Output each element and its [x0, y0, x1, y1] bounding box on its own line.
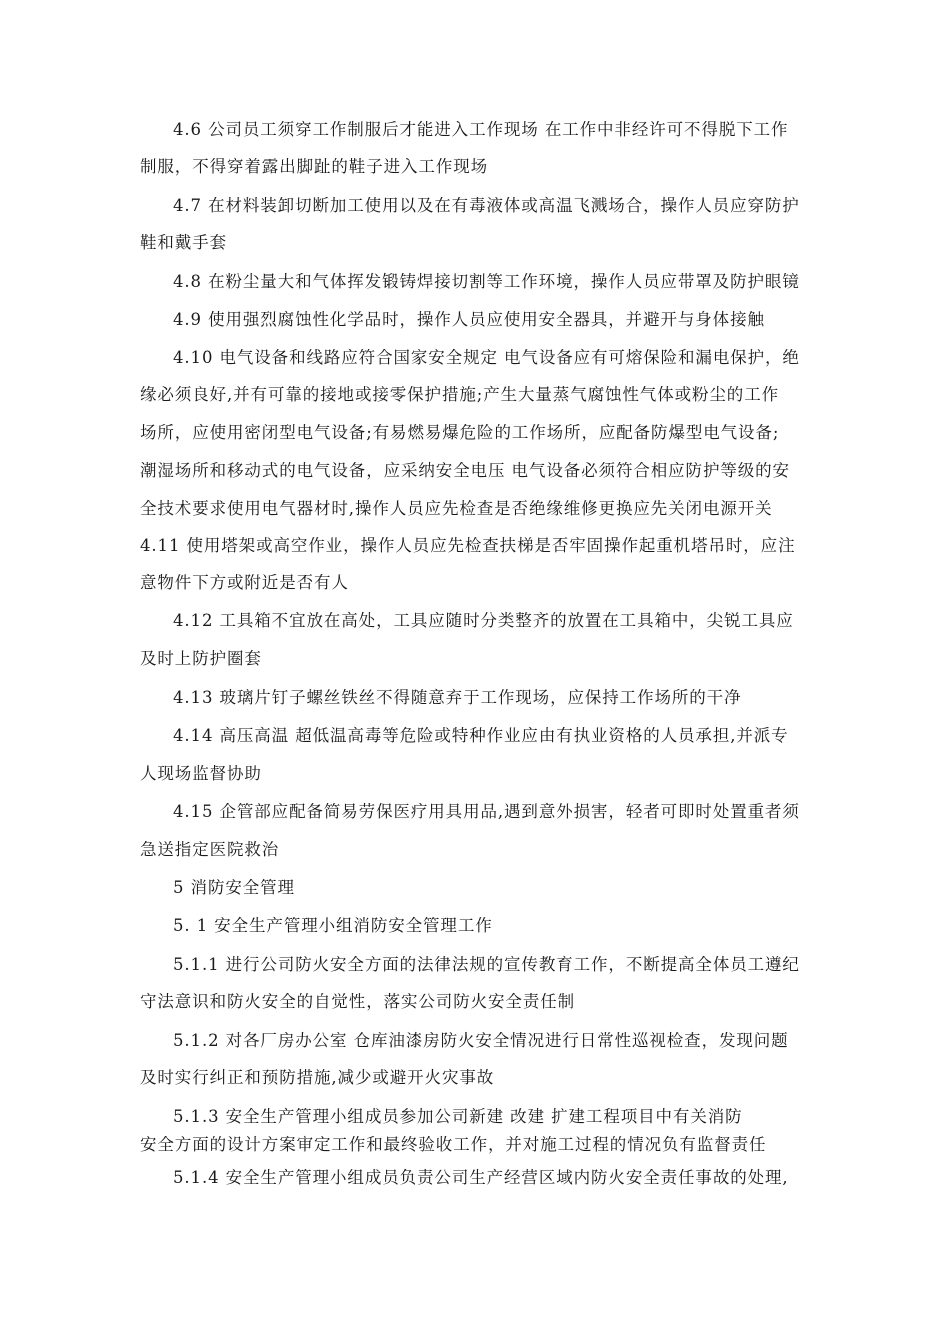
- text-line: 鞋和戴手套: [140, 233, 227, 252]
- text-line: 4.14 高压高温 超低温高毒等危险或特种作业应由有执业资格的人员承担,并派专: [173, 726, 789, 745]
- text-line: 及时实行纠正和预防措施,减少或避开火灾事故: [140, 1068, 495, 1087]
- text-line: 缘必须良好,并有可靠的接地或接零保护措施;产生大量蒸气腐蚀性气体或粉尘的工作: [140, 385, 780, 404]
- subsection-heading: 5. 1 安全生产管理小组消防安全管理工作: [173, 916, 493, 935]
- text-line: 4.15 企管部应配备简易劳保医疗用具用品,遇到意外损害，轻者可即时处置重者须: [173, 802, 800, 821]
- text-line: 5.1.1 进行公司防火安全方面的法律法规的宣传教育工作，不断提高全体员工遵纪: [173, 955, 800, 974]
- text-line: 人现场监督协助: [140, 764, 262, 783]
- text-line: 意物件下方或附近是否有人: [140, 573, 349, 592]
- text-line: 5.1.3 安全生产管理小组成员参加公司新建 改建 扩建工程项目中有关消防: [173, 1107, 743, 1126]
- text-line: 4.8 在粉尘量大和气体挥发锻铸焊接切割等工作环境，操作人员应带罩及防护眼镜: [173, 272, 800, 291]
- text-line: 及时上防护圈套: [140, 649, 262, 668]
- text-line: 场所，应使用密闭型电气设备;有易燃易爆危险的工作场所，应配备防爆型电气设备;: [140, 423, 780, 442]
- text-line: 4.12 工具箱不宜放在高处，工具应随时分类整齐的放置在工具箱中，尖锐工具应: [173, 611, 794, 630]
- text-line: 4.9 使用强烈腐蚀性化学品时，操作人员应使用安全器具，并避开与身体接触: [173, 310, 765, 329]
- text-line: 4.11 使用塔架或高空作业，操作人员应先检查扶梯是否牢固操作起重机塔吊时，应注: [140, 536, 796, 555]
- text-line: 潮湿场所和移动式的电气设备，应采纳安全电压 电气设备必须符合相应防护等级的安: [140, 461, 790, 480]
- text-line: 守法意识和防火安全的自觉性，落实公司防火安全责任制: [140, 992, 575, 1011]
- text-line: 4.10 电气设备和线路应符合国家安全规定 电气设备应有可熔保险和漏电保护，绝: [173, 348, 800, 367]
- text-line: 5.1.4 安全生产管理小组成员负责公司生产经营区域内防火安全责任事故的处理,: [173, 1168, 789, 1187]
- text-line: 4.6 公司员工须穿工作制服后才能进入工作现场 在工作中非经许可不得脱下工作: [173, 120, 789, 139]
- text-line: 4.7 在材料装卸切断加工使用以及在有毒液体或高温飞溅场合，操作人员应穿防护: [173, 196, 800, 215]
- text-line: 急送指定医院救治: [140, 840, 280, 859]
- text-line: 4.13 玻璃片钉子螺丝铁丝不得随意弃于工作现场，应保持工作场所的干净: [173, 688, 742, 707]
- text-line: 全技术要求使用电气器材时,操作人员应先检查是否绝缘维修更换应先关闭电源开关: [140, 499, 773, 518]
- section-heading: 5 消防安全管理: [173, 878, 295, 897]
- text-line: 5.1.2 对各厂房办公室 仓库油漆房防火安全情况进行日常性巡视检查，发现问题: [173, 1031, 789, 1050]
- text-line: 安全方面的设计方案审定工作和最终验收工作，并对施工过程的情况负有监督责任: [140, 1135, 767, 1154]
- text-line: 制服，不得穿着露出脚趾的鞋子进入工作现场: [140, 157, 488, 176]
